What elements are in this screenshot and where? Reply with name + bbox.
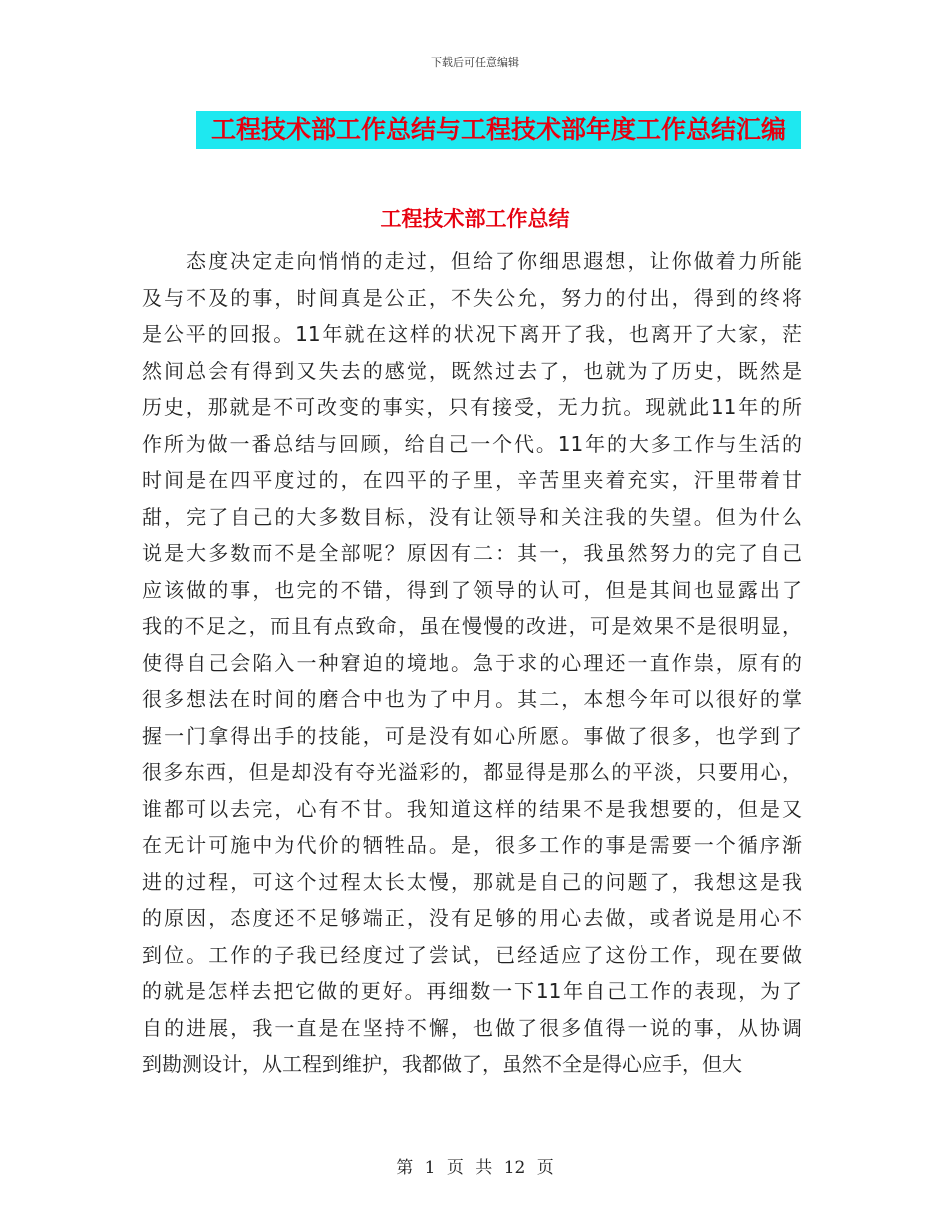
paragraph-line: 应该做的事，也完的不错，得到了领导的认可，但是其间也显露出了 <box>142 577 802 602</box>
paragraph-line: 甜，完了自己的大多数目标，没有让领导和关注我的失望。但为什么 <box>142 504 802 529</box>
paragraph-line: 到位。工作的子我已经度过了尝试，已经适应了这份工作，现在要做 <box>142 942 802 967</box>
paragraph-line: 历史，那就是不可改变的事实，只有接受，无力抗。现就此11年的所 <box>142 395 802 419</box>
paragraph-line: 进的过程，可这个过程太长太慢，那就是自己的问题了，我想这是我 <box>142 869 802 894</box>
paragraph-line: 握一门拿得出手的技能，可是没有如心所愿。事做了很多，也学到了 <box>142 723 802 748</box>
paragraph-line: 谁都可以去完，心有不甘。我知道这样的结果不是我想要的，但是又 <box>142 796 802 821</box>
paragraph-line: 到勘测设计，从工程到维护，我都做了，虽然不全是得心应手，但大 <box>142 1052 742 1076</box>
header-note: 下载后可任意编辑 <box>431 56 519 69</box>
paragraph-line: 的原因，态度还不足够端正，没有足够的用心去做，或者说是用心不 <box>142 906 802 930</box>
paragraph-line: 态度决定走向悄悄的走过，但给了你细思遐想，让你做着力所能 <box>186 249 802 273</box>
paragraph-line: 是公平的回报。11年就在这样的状况下离开了我，也离开了大家，茫 <box>142 322 802 346</box>
paragraph-line: 在无计可施中为代价的牺牲品。是，很多工作的事是需要一个循序渐 <box>142 833 802 857</box>
paragraph-line: 说是大多数而不是全部呢？原因有二：其一，我虽然努力的完了自己 <box>142 541 802 565</box>
document-title-highlight <box>196 111 801 149</box>
paragraph-line: 很多想法在时间的磨合中也为了中月。其二，本想今年可以很好的掌 <box>142 687 802 711</box>
paragraph-line: 使得自己会陷入一种窘迫的境地。急于求的心理还一直作祟，原有的 <box>142 650 802 675</box>
page-number-footer: 第 1 页 共 12 页 <box>396 1158 554 1178</box>
paragraph-line: 然间总会有得到又失去的感觉，既然过去了，也就为了历史，既然是 <box>142 358 802 383</box>
paragraph-line: 我的不足之，而且有点致命，虽在慢慢的改进，可是效果不是很明显， <box>142 614 802 638</box>
section-title: 工程技术部工作总结 <box>380 207 570 231</box>
paragraph-line: 的就是怎样去把它做的更好。再细数一下11年自己工作的表现，为了 <box>142 979 802 1003</box>
document-title: 工程技术部工作总结与工程技术部年度工作总结汇编 <box>210 115 786 144</box>
paragraph-line: 作所为做一番总结与回顾，给自己一个代。11年的大多工作与生活的 <box>142 431 802 456</box>
body-paragraph <box>142 243 802 1083</box>
paragraph-line: 时间是在四平度过的，在四平的子里，辛苦里夹着充实，汗里带着甘 <box>142 468 802 492</box>
paragraph-line: 很多东西，但是却没有夺光溢彩的，都显得是那么的平淡，只要用心， <box>142 760 802 784</box>
paragraph-line: 自的进展，我一直是在坚持不懈，也做了很多值得一说的事，从协调 <box>142 1015 802 1040</box>
paragraph-line: 及与不及的事，时间真是公正，不失公允，努力的付出，得到的终将 <box>142 285 802 310</box>
